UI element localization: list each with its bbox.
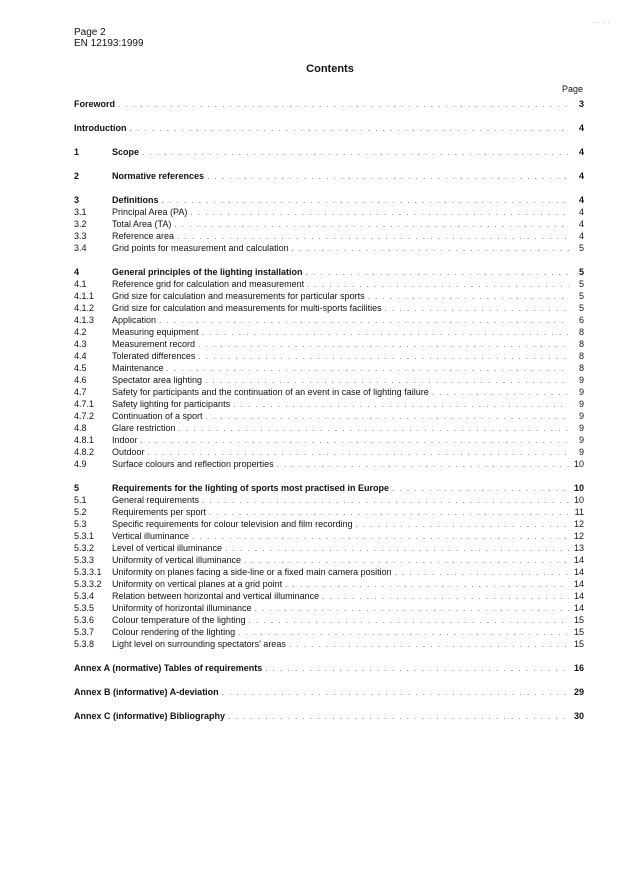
scan-marks: · · · · [592,18,610,27]
toc-entry[interactable] [74,554,584,566]
toc-entry-title: Reference area [112,231,175,241]
toc-entry-title: Total Area (TA) [112,219,172,229]
toc-entry-page: 14 [573,567,584,577]
toc-entry-number: 4.7.2 [74,411,95,421]
toc-entry-number: 4.6 [74,375,87,385]
toc-entry-title: General requirements [112,495,200,505]
toc-entry-number: 3.4 [74,243,87,253]
toc-entry-title: Maintenance [112,363,164,373]
toc-entry[interactable] [74,242,584,254]
toc-entry-page: 6 [578,315,584,325]
toc-leader-dots [432,387,569,399]
toc-entry-number: 5.3 [74,519,87,529]
toc-leader-dots [118,99,569,111]
toc-entry-number: 5.3.6 [74,615,95,625]
toc-entry-title: Colour rendering of the lighting [112,627,236,637]
toc-entry-page: 9 [578,411,584,421]
toc-entry-page: 15 [573,639,584,649]
toc-entry-title: Normative references [112,171,205,181]
toc-entry-number: 4.7.1 [74,399,95,409]
toc-entry-page: 8 [578,327,584,337]
toc-entry[interactable] [74,506,584,518]
toc-entry-page: 12 [573,519,584,529]
toc-entry[interactable] [74,626,584,638]
toc-entry-title: Level of vertical illuminance [112,543,223,553]
toc-leader-dots [228,711,569,723]
toc-entry-title: Requirements for the lighting of sports most practised in Europe [112,483,390,493]
toc-entry-title: Spectator area lighting [112,375,203,385]
toc-entry-page: 5 [578,267,584,277]
toc-leader-dots [142,147,569,159]
toc-entry-number: 3 [74,195,80,205]
toc-entry-number: 4.8 [74,423,87,433]
toc-leader-dots [265,663,569,675]
toc-entry-title: General principles of the lighting installation [112,267,303,277]
toc-leader-dots [174,219,569,231]
toc-entry-title: Annex C (informative) Bibliography [74,711,226,721]
toc-entry-title: Annex B (informative) A-deviation [74,687,219,697]
header-page-number: Page 2 [74,27,106,38]
toc-leader-dots [225,543,569,555]
toc-entry-number: 4.5 [74,363,87,373]
toc-entry-title: Grid size for calculation and measurements for multi-sports facilities [112,303,382,313]
toc-entry[interactable] [74,434,584,446]
toc-entry-number: 4.1.1 [74,291,95,301]
toc-entry-number: 5.3.3 [74,555,95,565]
toc-entry[interactable] [74,542,584,554]
toc-entry-page: 5 [578,291,584,301]
toc-entry-page: 4 [578,171,584,181]
toc-entry-title: Uniformity of horizontal illuminance [112,603,252,613]
toc-entry-page: 9 [578,387,584,397]
toc-entry-page: 8 [578,351,584,361]
toc-entry-page: 10 [573,459,584,469]
toc-entry[interactable] [74,590,584,602]
toc-entry-title: Scope [112,147,140,157]
toc-spacer [74,650,584,662]
toc-leader-dots [356,519,569,531]
toc-entry-page: 4 [578,147,584,157]
toc-leader-dots [141,435,569,447]
toc-leader-dots [255,603,569,615]
toc-entry[interactable] [74,566,584,578]
toc-entry[interactable] [74,302,584,314]
toc-entry[interactable] [74,518,584,530]
toc-leader-dots [306,267,569,279]
toc-entry-title: Annex A (normative) Tables of requirements [74,663,263,673]
toc-spacer [74,110,584,122]
toc-leader-dots [130,123,570,135]
toc-entry-page: 5 [578,303,584,313]
toc-entry-page: 15 [573,627,584,637]
toc-entry[interactable] [74,578,584,590]
toc-entry[interactable] [74,638,584,650]
toc-leader-dots [202,495,569,507]
toc-entry-title: Foreword [74,99,116,109]
toc-leader-dots [392,483,569,495]
toc-entry[interactable] [74,338,584,350]
toc-leader-dots [292,243,569,255]
toc-leader-dots [192,531,569,543]
toc-entry-page: 11 [574,507,584,517]
toc-leader-dots [238,627,569,639]
toc-entry[interactable] [74,314,584,326]
toc-spacer [74,134,584,146]
toc-leader-dots [395,567,569,579]
toc-leader-dots [233,399,569,411]
toc-entry[interactable] [74,266,584,278]
toc-entry[interactable] [74,614,584,626]
toc-entry-title: Safety for participants and the continuation of an event in case of lighting failure [112,387,429,397]
toc-entry-number: 5 [74,483,80,493]
toc-entry-page: 15 [573,615,584,625]
toc-entry[interactable] [74,494,584,506]
toc-leader-dots [285,579,569,591]
toc-entry[interactable] [74,710,584,722]
toc-entry-title: Definitions [112,195,159,205]
header-standard-id: EN 12193:1999 [74,38,144,49]
toc-entry-number: 5.3.5 [74,603,95,613]
toc-entry-page: 9 [578,375,584,385]
toc-entry-number: 3.2 [74,219,87,229]
toc-entry-title: Continuation of a sport [112,411,203,421]
toc-entry-page: 10 [573,495,584,505]
toc-entry-page: 3 [578,99,584,109]
toc-entry-title: Specific requirements for colour television and film recording [112,519,353,529]
toc-entry-number: 4.7 [74,387,87,397]
toc-entry-number: 4.1 [74,279,87,289]
toc-leader-dots [202,327,569,339]
toc-entry[interactable] [74,398,584,410]
toc-entry-title: Uniformity on vertical planes at a grid point [112,579,283,589]
toc-entry-page: 5 [578,279,584,289]
toc-entry-title: Colour temperature of the lighting [112,615,246,625]
toc-spacer [74,698,584,710]
toc-entry-number: 4 [74,267,80,277]
toc-entry-page: 9 [578,399,584,409]
toc-entry-number: 4.8.2 [74,447,95,457]
toc-entry-number: 1 [74,147,80,157]
toc-entry-page: 9 [578,435,584,445]
toc-entry[interactable] [74,386,584,398]
toc-entry[interactable] [74,362,584,374]
toc-leader-dots [198,339,569,351]
toc-entry-page: 30 [573,711,584,721]
page-column-label: Page [561,84,583,94]
toc-entry-number: 5.1 [74,495,87,505]
toc-entry-page: 4 [578,195,584,205]
toc-spacer [74,674,584,686]
toc-leader-dots [190,207,569,219]
toc-spacer [74,254,584,266]
toc-entry[interactable] [74,482,584,494]
toc-leader-dots [159,315,569,327]
toc-entry-number: 4.1.3 [74,315,95,325]
toc-entry-title: Grid size for calculation and measurements for particular sports [112,291,365,301]
toc-entry[interactable] [74,662,584,674]
toc-entry[interactable] [74,422,584,434]
toc-entry-page: 4 [578,231,584,241]
toc-leader-dots [222,687,569,699]
toc-leader-dots [179,423,569,435]
toc-entry-page: 13 [573,543,584,553]
toc-entry[interactable] [74,122,584,134]
toc-entry-title: Requirements per sport [112,507,207,517]
toc-entry-number: 3.1 [74,207,87,217]
toc-entry[interactable] [74,146,584,158]
page-title: Contents [306,63,354,75]
toc-entry-title: Glare restriction [112,423,176,433]
toc-entry-page: 14 [573,603,584,613]
toc-entry-page: 8 [578,363,584,373]
toc-entry-page: 8 [578,339,584,349]
toc-leader-dots [289,639,569,651]
toc-entry-page: 12 [573,531,584,541]
toc-entry[interactable] [74,686,584,698]
toc-leader-dots [277,459,569,471]
toc-entry[interactable] [74,278,584,290]
toc-entry-title: Tolerated differences [112,351,196,361]
toc-entry-title: Uniformity of vertical illuminance [112,555,242,565]
toc-entry-number: 4.9 [74,459,87,469]
toc-entry-page: 4 [578,207,584,217]
toc-entry-title: Safety lighting for participants [112,399,231,409]
toc-entry[interactable] [74,350,584,362]
toc-entry-number: 5.3.3.1 [74,567,102,577]
toc-spacer [74,182,584,194]
toc-entry-page: 4 [578,123,584,133]
toc-entry[interactable] [74,446,584,458]
toc-entry-number: 5.3.3.2 [74,579,102,589]
toc-entry-title: Indoor [112,435,138,445]
toc-leader-dots [207,171,569,183]
toc-entry-title: Outdoor [112,447,145,457]
toc-entry-title: Surface colours and reflection properties [112,459,274,469]
toc-entry-title: Application [112,315,157,325]
toc-entry-page: 29 [573,687,584,697]
toc-entry-page: 9 [578,447,584,457]
toc-entry-page: 14 [573,579,584,589]
toc-entry-number: 4.4 [74,351,87,361]
toc-leader-dots [198,351,569,363]
toc-entry-title: Uniformity on planes facing a side-line or a fixed main camera position [112,567,392,577]
toc-entry-number: 2 [74,171,80,181]
toc-entry-title: Principal Area (PA) [112,207,188,217]
toc-entry-title: Measuring equipment [112,327,199,337]
toc-entry[interactable] [74,602,584,614]
toc-entry-number: 5.3.7 [74,627,95,637]
toc-entry-title: Introduction [74,123,127,133]
toc-leader-dots [249,615,569,627]
toc-entry-title: Relation between horizontal and vertical illuminance [112,591,320,601]
toc-leader-dots [322,591,569,603]
toc-leader-dots [162,195,570,207]
toc-entry-number: 4.2 [74,327,87,337]
toc-entry-page: 4 [578,219,584,229]
toc-leader-dots [368,291,569,303]
toc-entry[interactable] [74,218,584,230]
toc-leader-dots [385,303,569,315]
toc-entry-number: 4.3 [74,339,87,349]
toc-entry-number: 4.1.2 [74,303,95,313]
toc-leader-dots [167,363,569,375]
toc-entry-title: Reference grid for calculation and measurement [112,279,305,289]
toc-entry[interactable] [74,410,584,422]
toc-entry-title: Grid points for measurement and calculation [112,243,289,253]
toc-entry[interactable] [74,206,584,218]
toc-entry[interactable] [74,374,584,386]
toc-entry[interactable] [74,326,584,338]
toc-entry-page: 5 [578,243,584,253]
toc-entry[interactable] [74,98,584,110]
toc-entry[interactable] [74,170,584,182]
toc-entry[interactable] [74,230,584,242]
toc-entry-title: Light level on surrounding spectators' areas [112,639,286,649]
toc-entry-page: 14 [573,555,584,565]
toc-spacer [74,158,584,170]
toc-entry-page: 10 [573,483,584,493]
toc-entry[interactable] [74,530,584,542]
toc-entry-number: 5.3.8 [74,639,95,649]
toc-entry-page: 16 [573,663,584,673]
toc-entry-page: 9 [578,423,584,433]
toc-spacer [74,470,584,482]
toc-entry-number: 5.3.2 [74,543,95,553]
toc-entry-page: 14 [573,591,584,601]
toc-leader-dots [206,411,569,423]
toc-entry-number: 5.3.4 [74,591,95,601]
toc-entry-number: 5.2 [74,507,87,517]
toc-entry-number: 3.3 [74,231,87,241]
toc-entry-title: Measurement record [112,339,196,349]
toc-entry-number: 5.3.1 [74,531,95,541]
toc-entry[interactable] [74,290,584,302]
toc-entry-title: Vertical illuminance [112,531,190,541]
toc-entry[interactable] [74,458,584,470]
toc-entry-number: 4.8.1 [74,435,95,445]
table-of-contents [74,98,584,722]
toc-entry[interactable] [74,194,584,206]
